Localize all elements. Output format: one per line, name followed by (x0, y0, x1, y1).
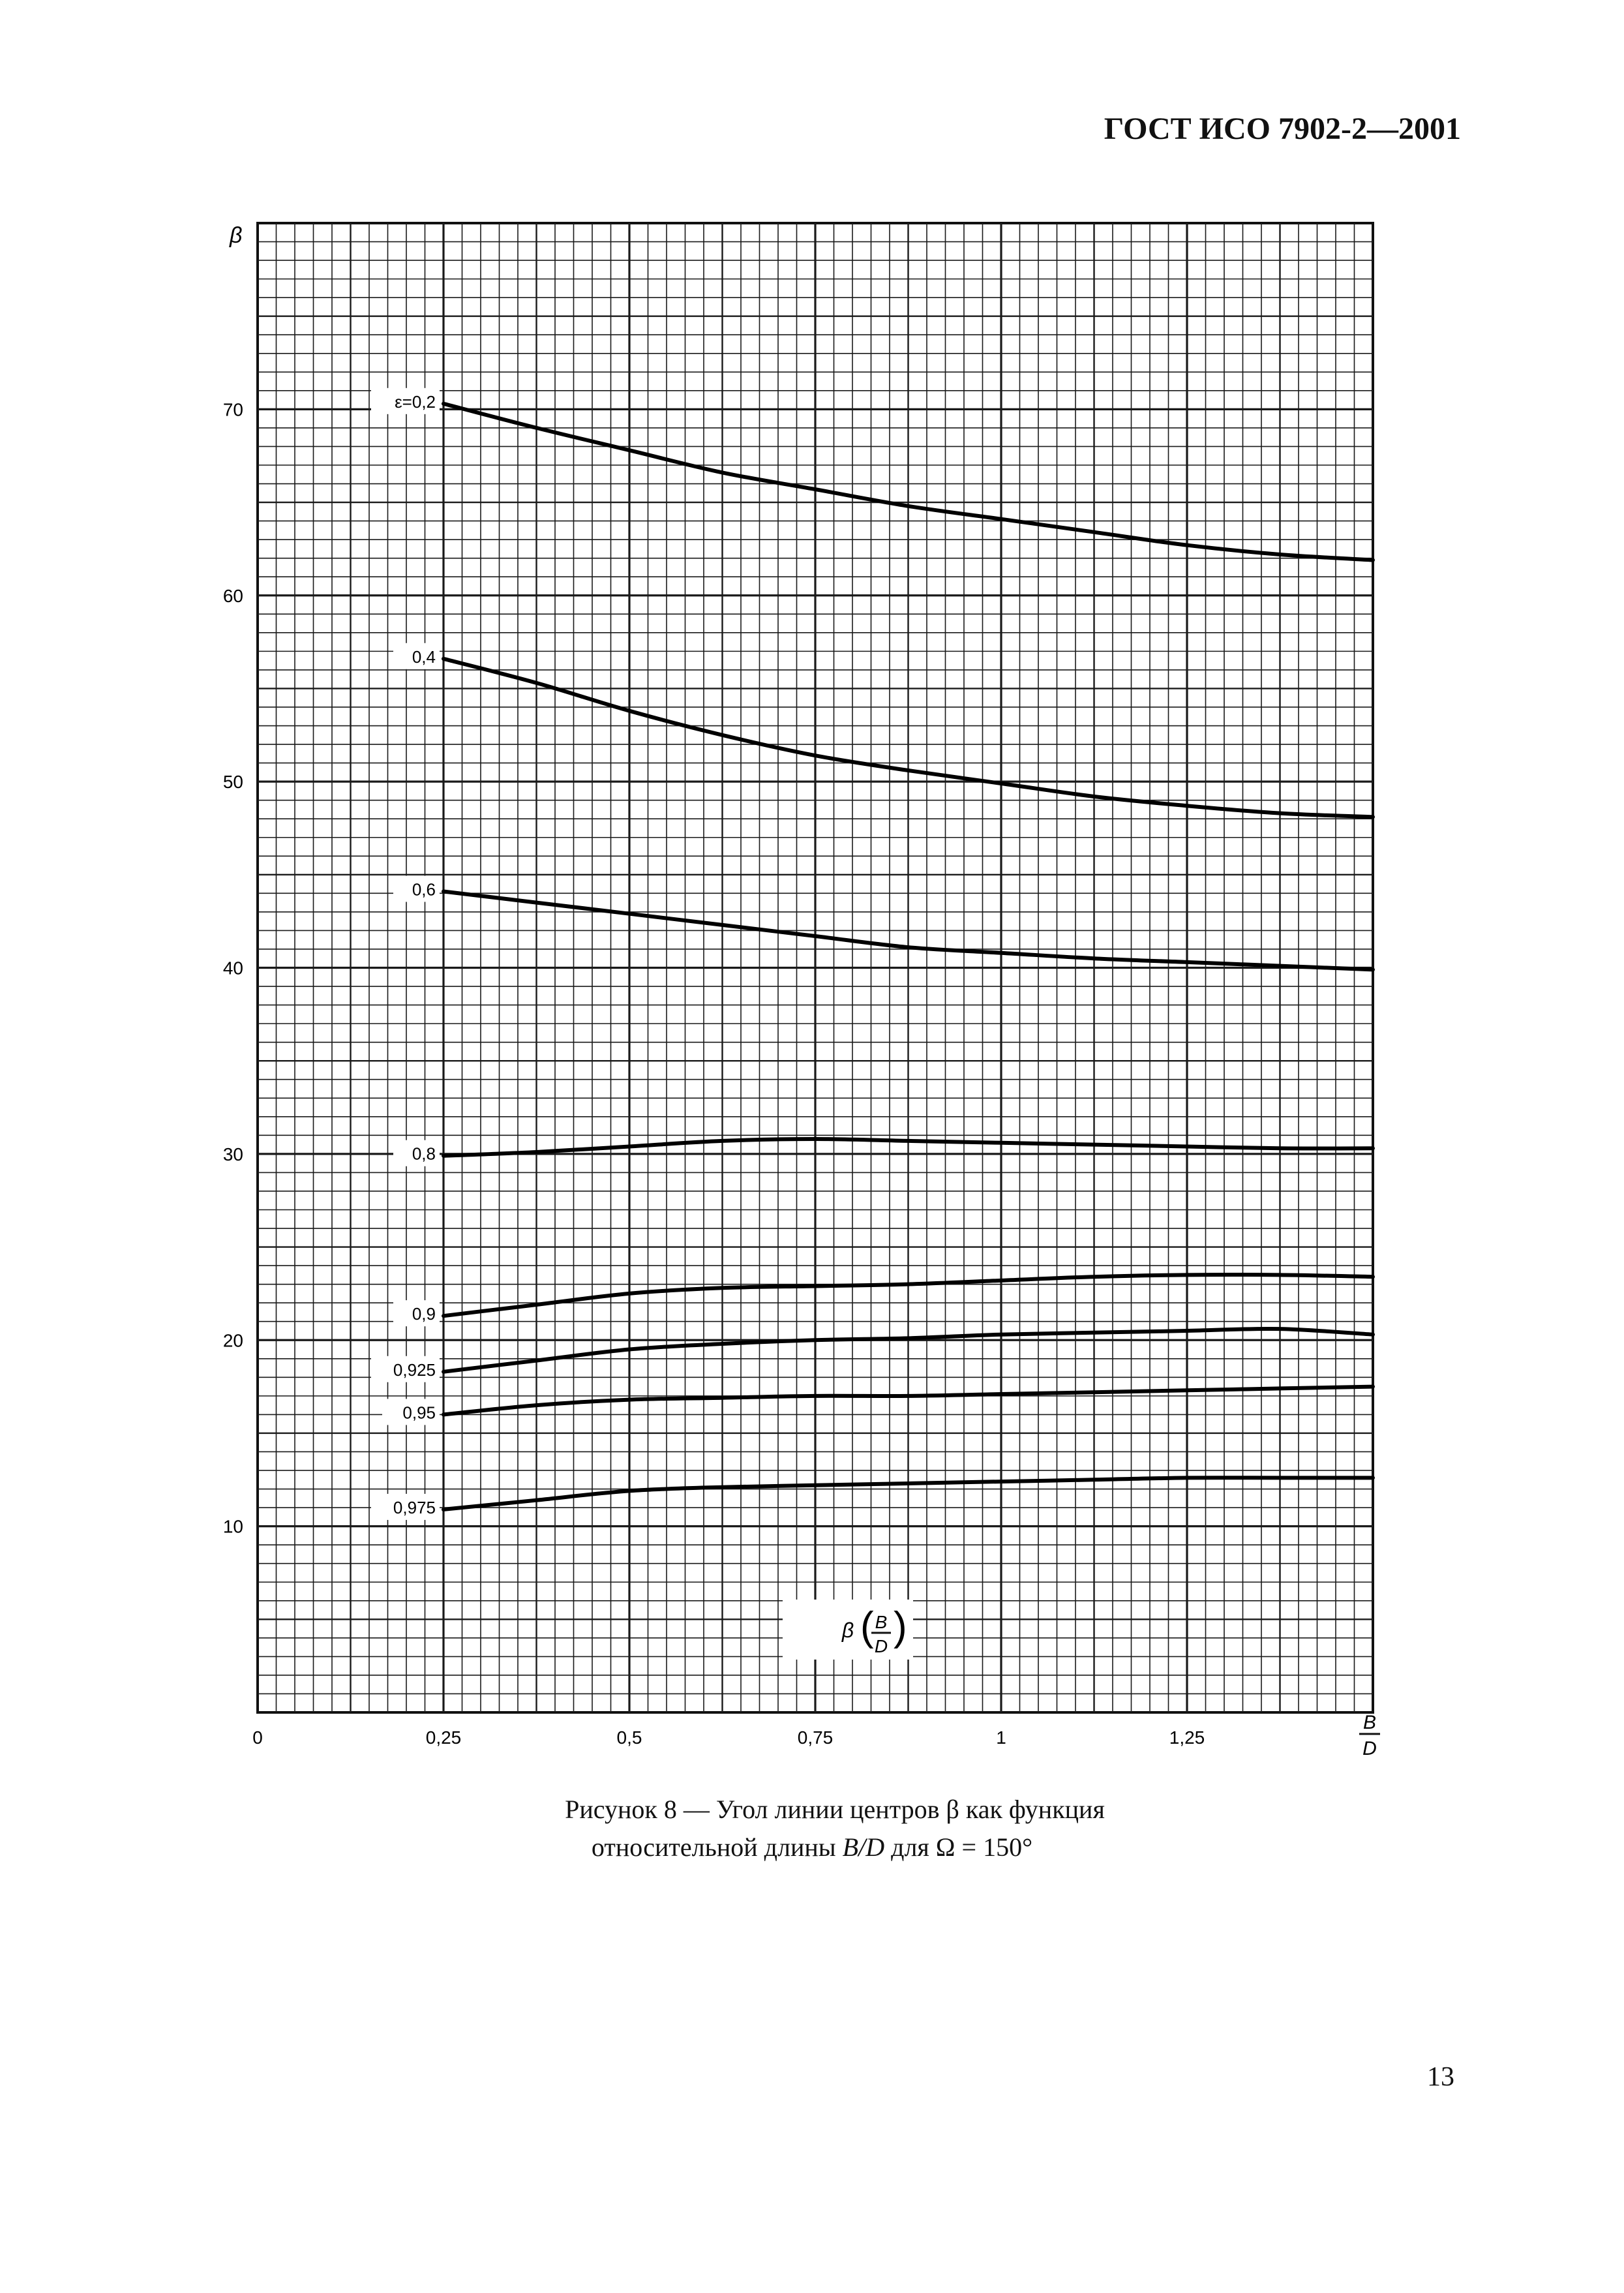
annotation-beta: β (841, 1618, 854, 1642)
y-tick-label: 20 (222, 1330, 243, 1351)
svg-text:(: ( (860, 1604, 874, 1649)
x-axis-label-denominator: D (1362, 1738, 1377, 1759)
series-label: 0,4 (412, 646, 436, 667)
series-label: 0,925 (393, 1359, 436, 1380)
y-tick-label: 50 (222, 772, 243, 793)
x-tick-label: 1,25 (1169, 1727, 1205, 1748)
x-axis-label-numerator: B (1362, 1712, 1377, 1733)
series-label: 0,95 (402, 1403, 436, 1423)
series-label: 0,9 (412, 1304, 436, 1324)
x-tick-label: 0,25 (425, 1727, 462, 1748)
x-tick-label: 1 (996, 1727, 1006, 1748)
y-tick-label: 70 (222, 399, 243, 420)
y-tick-label: 10 (222, 1516, 243, 1537)
function-annotation (783, 1600, 913, 1660)
svg-text:): ) (894, 1604, 907, 1649)
figure-caption (0, 1791, 1624, 1866)
series-label: 0,8 (412, 1144, 436, 1164)
x-tick-label: 0,5 (616, 1727, 642, 1748)
y-tick-label: 40 (222, 958, 243, 979)
series-label: 0,6 (412, 879, 436, 900)
caption-variable: B/D (842, 1832, 885, 1862)
y-tick-label: 30 (222, 1144, 243, 1164)
series-label: 0,975 (393, 1497, 436, 1517)
y-tick-label: 60 (222, 585, 243, 606)
series-label: ε=0,2 (395, 391, 436, 412)
annotation-denominator: D (874, 1636, 888, 1656)
page-number: 13 (1427, 2062, 1454, 2092)
x-tick-label: 0,75 (797, 1727, 834, 1748)
x-axis-label (1359, 1712, 1380, 1759)
annotation-numerator: B (875, 1612, 888, 1632)
y-axis-label: β (230, 223, 243, 248)
tick-labels (223, 399, 1205, 1748)
caption-line-2: относительной длины B/D для Ω = 150° (591, 1832, 1033, 1862)
x-tick-label: 0 (252, 1727, 263, 1748)
document-code: ГОСТ ИСО 7902-2—2001 (1104, 112, 1461, 146)
caption-line-1: Рисунок 8 — Угол линии центров β как функция (565, 1795, 1105, 1824)
grid (258, 223, 1373, 1712)
